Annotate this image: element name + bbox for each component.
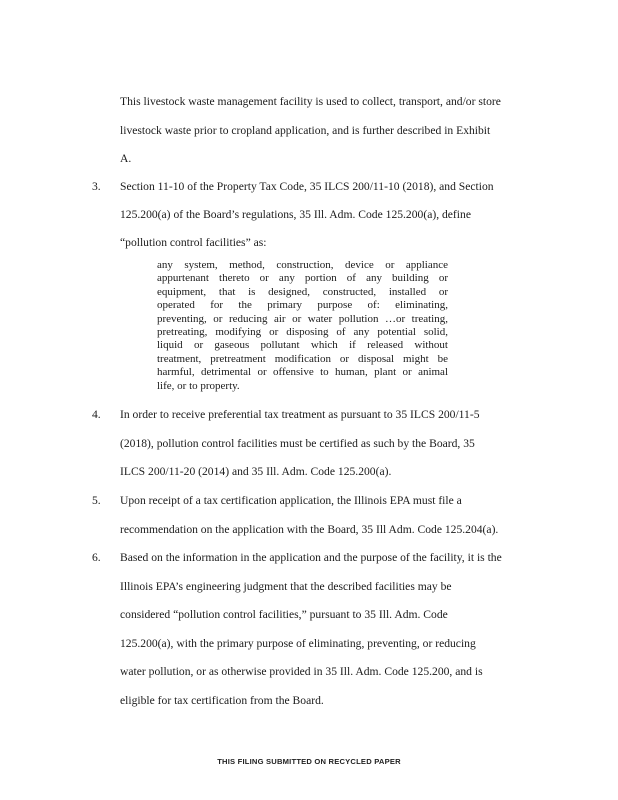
paragraph-line: “pollution control facilities” as: xyxy=(120,236,267,249)
quote-line: preventing, or reducing air or water pollution …or treating, xyxy=(157,312,448,325)
quote-line: any system, method, construction, device or appliance xyxy=(157,259,448,271)
paragraph-line: In order to receive preferential tax treatment as pursuant to 35 ILCS 200/11-5 xyxy=(120,408,480,421)
quote-line: pretreating, modifying or disposing of any potential solid, xyxy=(157,326,448,339)
paragraph-number: 5. xyxy=(92,494,101,507)
paragraph-line: ILCS 200/11-20 (2014) and 35 Ill. Adm. Code 125.200(a). xyxy=(120,465,392,478)
continuation-line: This livestock waste management facility is used to collect, transport, and/or store xyxy=(120,95,501,108)
paragraph-line: recommendation on the application with the Board, 35 Ill Adm. Code 125.204(a). xyxy=(120,523,499,536)
quote-line: appurtenant thereto or any portion of any building or xyxy=(157,272,448,285)
quote-line: treatment, pretreatment modification or disposal might be xyxy=(157,352,448,365)
paragraph-number: 4. xyxy=(92,408,101,421)
paragraph-line: eligible for tax certification from the Board. xyxy=(120,694,324,707)
quote-line: harmful, detrimental or offensive to human, plant or animal xyxy=(157,366,448,379)
paragraph-line: (2018), pollution control facilities must be certified as such by the Board, 35 xyxy=(120,437,475,450)
paragraph-line: water pollution, or as otherwise provided in 35 Ill. Adm. Code 125.200, and is xyxy=(120,665,483,678)
paragraph-line: Based on the information in the application and the purpose of the facility, it is the xyxy=(120,551,502,564)
continuation-line: livestock waste prior to cropland application, and is further described in Exhibit xyxy=(120,124,491,137)
quote-line: equipment, that is designed, constructed, installed or xyxy=(157,285,448,298)
paragraph-line: 125.200(a) of the Board’s regulations, 35 Ill. Adm. Code 125.200(a), define xyxy=(120,208,471,221)
paragraph-line: considered “pollution control facilities,” pursuant to 35 Ill. Adm. Code xyxy=(120,608,448,621)
paragraph-line: Upon receipt of a tax certification application, the Illinois EPA must file a xyxy=(120,494,462,507)
quote-line: operated for the primary purpose of: eliminating, xyxy=(157,299,448,312)
block-quote xyxy=(157,259,448,393)
quote-line: liquid or gaseous pollutant which if released without xyxy=(157,339,448,352)
paragraph-line: Section 11-10 of the Property Tax Code, 35 ILCS 200/11-10 (2018), and Section xyxy=(120,180,494,193)
recycled-paper-footer: THIS FILING SUBMITTED ON RECYCLED PAPER xyxy=(217,757,401,766)
paragraph-number: 6. xyxy=(92,551,101,564)
paragraph-line: 125.200(a), with the primary purpose of eliminating, preventing, or reducing xyxy=(120,637,476,650)
paragraph-line: Illinois EPA’s engineering judgment that the described facilities may be xyxy=(120,580,452,593)
continuation-line: A. xyxy=(120,152,132,165)
paragraph-number: 3. xyxy=(92,180,101,193)
quote-line: life, or to property. xyxy=(157,379,240,392)
